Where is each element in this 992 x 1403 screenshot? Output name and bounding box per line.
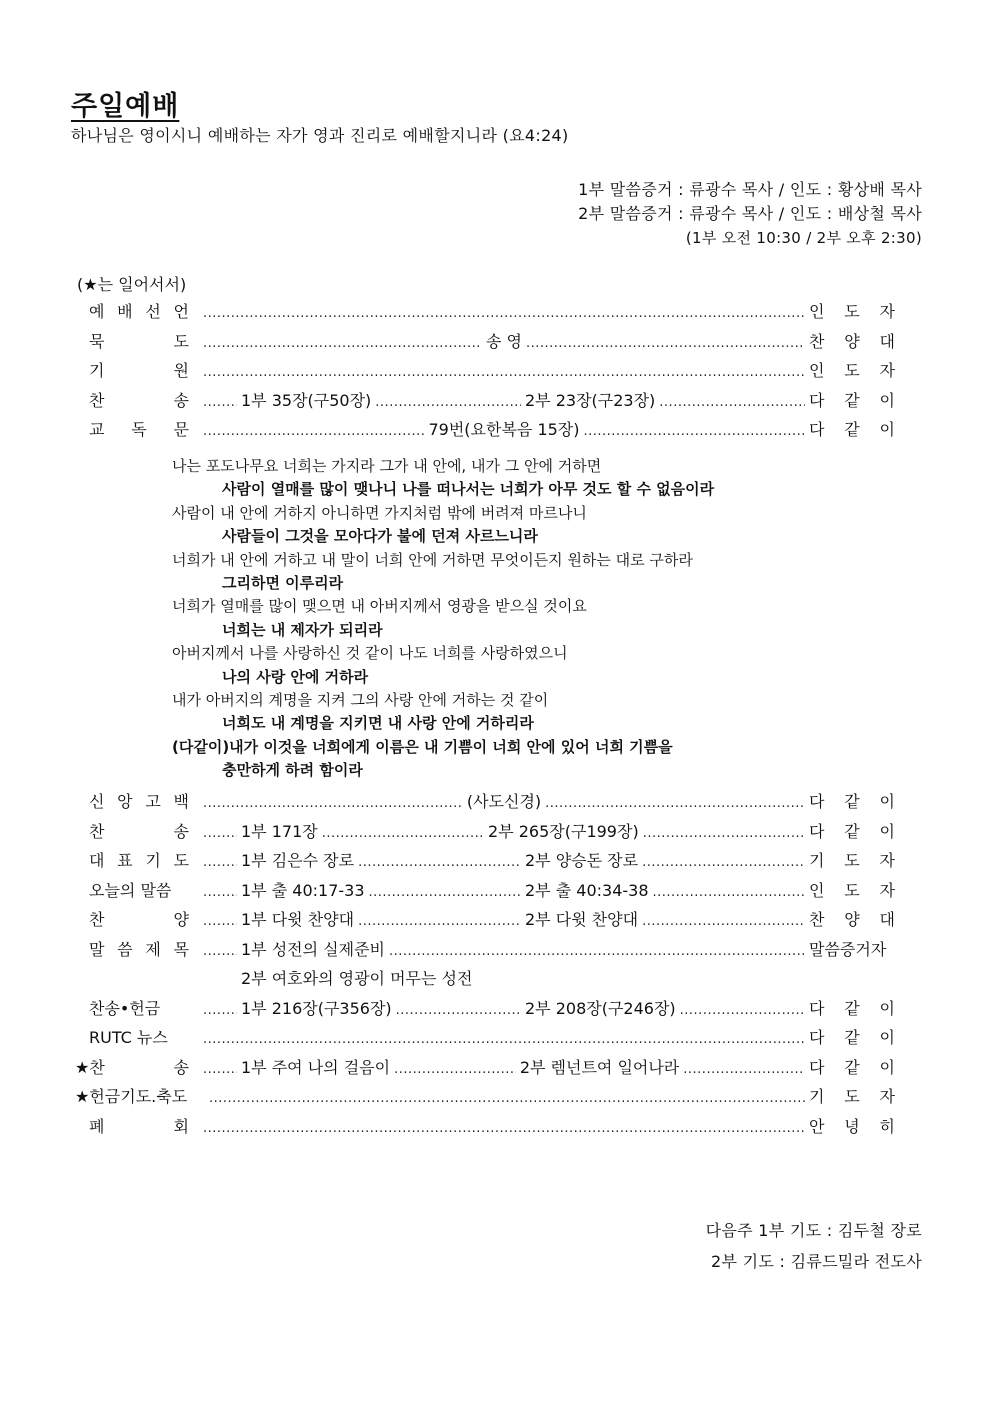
- row-leader: 다 같 이: [809, 420, 895, 439]
- row-part2: 2부 양승돈 장로: [525, 851, 639, 870]
- row-part1: 1부 216장(구356장): [241, 998, 392, 1018]
- row-label: 찬 송: [89, 821, 189, 841]
- row-label: 찬송•헌금: [89, 998, 161, 1018]
- row-label: 교 독 문: [89, 420, 189, 439]
- reading-line: 너희도 내 계명을 지키면 내 사랑 안에 거하리라: [222, 714, 534, 733]
- row-leader: 기 도 자: [809, 851, 895, 870]
- row-label: RUTC 뉴스: [89, 1028, 168, 1047]
- reading-line: 사람들이 그것을 모아다가 불에 던져 사르느니라: [222, 527, 538, 546]
- worship-row: [75, 789, 895, 819]
- row-leader: 다 같 이: [809, 792, 895, 811]
- row-label: 신 앙 고 백: [89, 792, 189, 811]
- reading-line: 아버지께서 나를 사랑하신 것 같이 나도 너희를 사랑하였으니: [172, 644, 568, 663]
- order-of-service-2: [75, 789, 895, 1143]
- row-leader: 다 같 이: [809, 821, 895, 841]
- row-detail: 79번(요한복음 15장): [428, 420, 580, 439]
- row-part2: 2부 208장(구246장): [525, 998, 676, 1018]
- worship-row: [75, 388, 895, 418]
- row-part2: 2부 23장(구23장): [525, 390, 656, 410]
- row-leader: 안 녕 히: [809, 1116, 895, 1136]
- row-leader: 인 도 자: [809, 302, 895, 321]
- worship-row: [75, 878, 895, 908]
- row-label: 오늘의 말씀: [89, 880, 172, 900]
- worship-row: [75, 358, 895, 388]
- row-leader: 찬 양 대: [809, 910, 895, 929]
- row-part1: 1부 김은수 장로: [241, 851, 355, 870]
- scripture-verse: 하나님은 영이시니 예배하는 자가 영과 진리로 예배할지니라 (요4:24): [71, 126, 569, 145]
- reading-line: 그리하면 이루리라: [222, 574, 344, 593]
- worship-row: [75, 937, 895, 967]
- reading-line: 충만하게 하려 함이라: [222, 761, 363, 780]
- row-leader: 다 같 이: [809, 390, 895, 410]
- row-label: 말 씀 제 목: [89, 939, 189, 959]
- worship-row: [75, 907, 895, 937]
- reading-line: (다같이)내가 이것을 너희에게 이름은 내 기쁨이 너희 안에 있어 너희 기쁨을: [172, 737, 673, 756]
- row-label: ★찬 송: [75, 1057, 189, 1077]
- row-part2: 2부 출 40:34-38: [525, 880, 649, 900]
- row-label: 묵 도: [89, 331, 189, 351]
- row-leader: 인 도 자: [809, 880, 895, 900]
- row-part1: 1부 주여 나의 걸음이: [241, 1057, 391, 1077]
- reading-line: 사람이 내 안에 거하지 아니하면 가지처럼 밖에 버려져 마르나니: [172, 503, 587, 522]
- responsive-reading: [172, 455, 714, 783]
- worship-row: [75, 329, 895, 359]
- order-of-service-1: [75, 299, 895, 447]
- service2-info: 2부 말씀증거 : 류광수 목사 / 인도 : 배상철 목사: [578, 204, 922, 223]
- reading-line: 나는 포도나무요 너희는 가지라 그가 내 안에, 내가 그 안에 거하면: [172, 457, 602, 475]
- standing-note: (★는 일어서서): [77, 275, 187, 294]
- next-week-prayer: [706, 1215, 922, 1277]
- row-part1: 1부 성전의 실제준비: [241, 939, 385, 959]
- reading-line: 너희가 열매를 많이 맺으면 내 아버지께서 영광을 받으실 것이요: [172, 597, 587, 616]
- worship-row: [75, 1055, 895, 1085]
- row-part2: 2부 렘넌트여 일어나라: [519, 1057, 680, 1077]
- row-part1: 1부 35장(구50장): [241, 390, 372, 410]
- row-part2: 2부 다윗 찬양대: [525, 910, 639, 929]
- worship-row: [75, 417, 895, 447]
- row-part1: 1부 출 40:17-33: [241, 880, 365, 900]
- next-prayer-2: 2부 기도 : 김류드밀라 전도사: [710, 1252, 922, 1271]
- worship-row: [75, 1084, 895, 1114]
- next-prayer-1: 다음주 1부 기도 : 김두철 장로: [705, 1221, 922, 1240]
- reading-line: 너희는 내 제자가 되리라: [222, 620, 383, 639]
- worship-row: [75, 1114, 895, 1144]
- row-label: 기 원: [89, 361, 189, 380]
- service-times: (1부 오전 10:30 / 2부 오후 2:30): [685, 229, 922, 247]
- row-leader: 다 같 이: [809, 1028, 895, 1047]
- reading-line: 너희가 내 안에 거하고 내 말이 너희 안에 거하면 무엇이든지 원하는 대로 구하라: [172, 550, 693, 569]
- row-detail: (사도신경): [466, 792, 542, 811]
- worship-row: [75, 1025, 895, 1055]
- row-leader: 말씀증거자: [809, 939, 887, 959]
- reading-line: 사람이 열매를 많이 맺나니 나를 떠나서는 너희가 아무 것도 할 수 없음이라: [222, 480, 715, 499]
- worship-row: [75, 299, 895, 329]
- row-label: 폐 회: [89, 1116, 189, 1136]
- row-part2: 2부 265장(구199장): [488, 821, 639, 841]
- row-leader: 찬 양 대: [809, 331, 895, 351]
- row-part1: 1부 171장: [241, 821, 318, 841]
- row-leader: 기 도 자: [809, 1087, 895, 1106]
- row-detail: 송 영: [486, 331, 522, 351]
- sermon-title-2: 2부 여호와의 영광이 머무는 성전: [241, 969, 473, 988]
- worship-row: [75, 819, 895, 849]
- reading-line: 내가 아버지의 계명을 지켜 그의 사랑 안에 거하는 것 같이: [172, 691, 549, 710]
- row-label: 예 배 선 언: [89, 302, 189, 321]
- row-label: 찬 양: [89, 910, 189, 929]
- preacher-info: [578, 178, 922, 250]
- service1-info: 1부 말씀증거 : 류광수 목사 / 인도 : 황상배 목사: [578, 180, 922, 199]
- row-leader: 다 같 이: [809, 1057, 895, 1077]
- page-title: 주일예배: [71, 91, 180, 122]
- row-label: 대 표 기 도: [89, 851, 189, 870]
- worship-row: [75, 848, 895, 878]
- row-label: ★헌금기도.축도: [75, 1087, 188, 1106]
- row-leader: 다 같 이: [809, 998, 895, 1018]
- reading-line: 나의 사랑 안에 거하라: [222, 667, 369, 686]
- row-leader: 인 도 자: [809, 361, 895, 380]
- worship-row: [75, 996, 895, 1026]
- row-label: 찬 송: [89, 390, 189, 410]
- row-part1: 1부 다윗 찬양대: [241, 910, 355, 929]
